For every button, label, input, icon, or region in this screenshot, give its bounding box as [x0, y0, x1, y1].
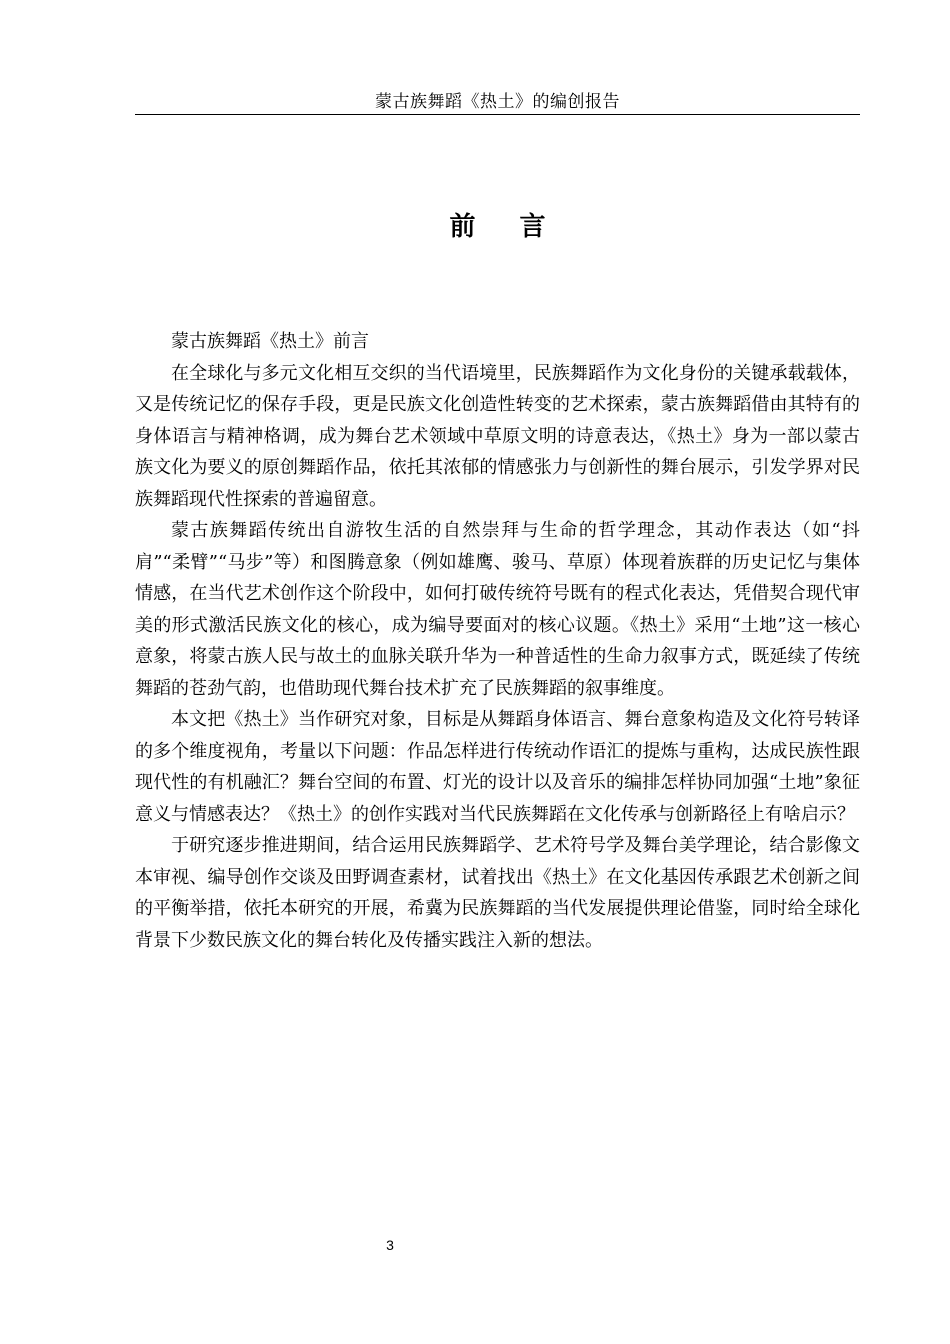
paragraph: 在全球化与多元文化相互交织的当代语境里，民族舞蹈作为文化身份的关键承载载体，又是传统记忆的保存手段，更是民族文化创造性转变的艺术探索，蒙古族舞蹈借由其特有的身体语言与精神格调，成为舞台艺术领域中草原文明的诗意表达，《热土》身为一部以蒙古族文化为要义的原创舞蹈作品，依托其浓郁的情感张力与创新性的舞台展示，引发学界对民族舞蹈现代性探索的普遍留意。: [135, 362, 860, 510]
paragraph: 蒙古族舞蹈传统出自游牧生活的自然崇拜与生命的哲学理念，其动作表达（如“抖肩”“柔臂”“马步”等）和图腾意象（例如雄鹰、骏马、草原）体现着族群的历史记忆与集体情感，在当代艺术创作这个阶段中，如何打破传统符号既有的程式化表达，凭借契合现代审美的形式激活民族文化的核心，成为编导要面对的核心议题。《热土》采用“土地”这一核心意象，将蒙古族人民与故土的血脉关联升华为一种普适性的生命力叙事方式，既延续了传统舞蹈的苍劲气韵，也借助现代舞台技术扩充了民族舞蹈的叙事维度。: [135, 520, 860, 699]
paragraph: 本文把《热土》当作研究对象，目标是从舞蹈身体语言、舞台意象构造及文化符号转译的多个维度视角，考量以下问题：作品怎样进行传统动作语汇的提炼与重构，达成民族性跟现代性的有机融汇？舞台空间的布置、灯光的设计以及音乐的编排怎样协同加强“土地”象征意义与情感表达？《热土》的创作实践对当代民族舞蹈在文化传承与创新路径上有啥启示？: [135, 709, 860, 825]
page-number: 3: [386, 1237, 394, 1253]
body-text: [135, 326, 860, 956]
page-title: 前言: [449, 212, 590, 242]
header-rule: [135, 114, 860, 115]
paragraph-heading: 蒙古族舞蹈《热土》前言: [171, 331, 369, 352]
paragraph: 于研究逐步推进期间，结合运用民族舞蹈学、艺术符号学及舞台美学理论，结合影像文本审视、编导创作交谈及田野调查素材，试着找出《热土》在文化基因传承跟艺术创新之间的平衡举措，依托本研究的开展，希冀为民族舞蹈的当代发展提供理论借鉴，同时给全球化背景下少数民族文化的舞台转化及传播实践注入新的想法。: [135, 835, 860, 951]
running-header: 蒙古族舞蹈《热土》的编创报告: [375, 92, 620, 112]
